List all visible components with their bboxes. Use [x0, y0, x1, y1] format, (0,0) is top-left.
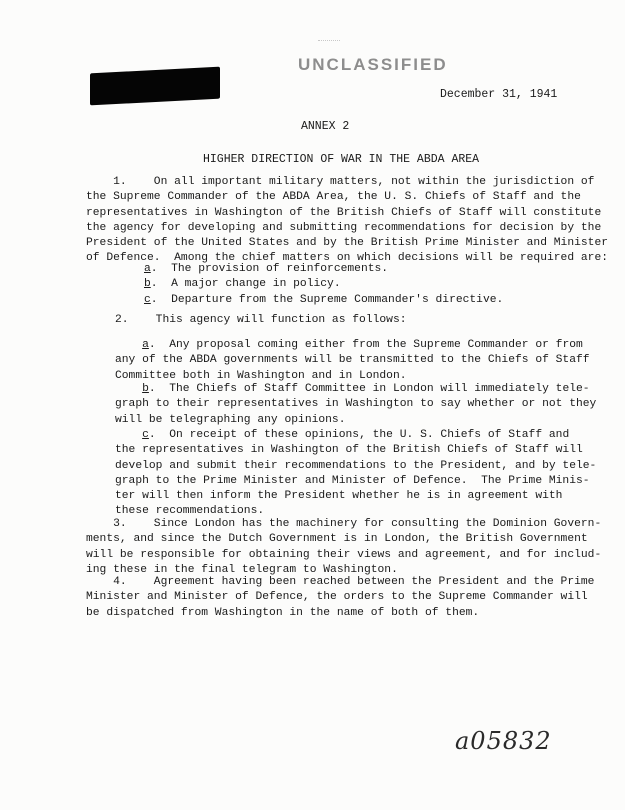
paragraph-2c-line: graph to the Prime Minister and Minister of Defence. The Prime Minis- — [115, 474, 590, 487]
paragraph-2c-line: c. On receipt of these opinions, the U. S. Chiefs of Staff and — [142, 429, 570, 441]
paragraph-2c-line: develop and submit their recommendations to the President, and by tele- — [115, 459, 597, 472]
paragraph-2a — [115, 338, 590, 384]
paragraph-2a-line: Committee both in Washington and in London. — [115, 369, 407, 382]
matters-list — [144, 262, 503, 308]
redaction-block — [90, 67, 220, 106]
paragraph-4-line: 4. Agreement having been reached between the President and the Prime — [86, 576, 595, 588]
paragraph-4-line: be dispatched from Washington in the name of both of them. — [86, 606, 480, 619]
list-item-b: b. A major change in policy. — [144, 278, 341, 291]
paragraph-2c-line: ter will then inform the President whether he is in agreement with — [115, 490, 563, 503]
paragraph-1-line: 1. On all important military matters, not within the jurisdiction of — [86, 176, 595, 188]
list-item-c: c. Departure from the Supreme Commander's directive. — [144, 293, 504, 306]
paragraph-3-line: ing these in the final telegram to Washington. — [86, 563, 398, 576]
document-date: December 31, 1941 — [440, 88, 558, 101]
paragraph-2 — [115, 313, 407, 328]
paragraph-2-line: 2. This agency will function as follows: — [115, 314, 407, 326]
classification-stamp: UNCLASSIFIED — [298, 55, 448, 74]
paragraph-1-line: the agency for developing and submitting recommendations for decision by the — [86, 221, 602, 234]
paragraph-1-line: of Defence. Among the chief matters on which decisions will be required are: — [86, 252, 609, 265]
stamp-mark — [318, 40, 340, 51]
paragraph-1-line: representatives in Washington of the British Chiefs of Staff will constitute — [86, 206, 602, 219]
paragraph-2b-line: will be telegraphing any opinions. — [115, 413, 346, 426]
paragraph-4-line: Minister and Minister of Defence, the orders to the Supreme Commander will — [86, 591, 588, 604]
paragraph-3-line: will be responsible for obtaining their views and agreement, and for includ- — [86, 548, 602, 561]
paragraph-2c-line: these recommendations. — [115, 505, 265, 518]
paragraph-1 — [86, 175, 608, 267]
paragraph-2a-line: any of the ABDA governments will be transmitted to the Chiefs of Staff — [115, 354, 590, 367]
paragraph-3-line: ments, and since the Dutch Government is in London, the British Government — [86, 533, 588, 546]
paragraph-3-line: 3. Since London has the machinery for consulting the Dominion Govern- — [86, 518, 602, 530]
paragraph-3 — [86, 517, 601, 578]
paragraph-2a-line: a. Any proposal coming either from the Supreme Commander or from — [142, 339, 583, 351]
paragraph-2b — [115, 382, 596, 428]
paragraph-1-line: President of the United States and by the British Prime Minister and Minister — [86, 237, 609, 250]
paragraph-1-line: the Supreme Commander of the ABDA Area, the U. S. Chiefs of Staff and the — [86, 191, 581, 204]
annex-label: ANNEX 2 — [301, 120, 350, 133]
paragraph-2b-line: graph to their representatives in Washington to say whether or not they — [115, 398, 597, 411]
paragraph-2c-line: the representatives in Washington of the British Chiefs of Staff will — [115, 444, 583, 457]
handwritten-document-id: a05832 — [455, 727, 552, 755]
paragraph-2b-line: b. The Chiefs of Staff Committee in London will immediately tele- — [142, 383, 590, 395]
paragraph-2c — [115, 428, 596, 520]
paragraph-4 — [86, 575, 594, 621]
list-item-a: a. The provision of reinforcements. — [144, 263, 389, 275]
document-title: HIGHER DIRECTION OF WAR IN THE ABDA AREA — [203, 153, 480, 166]
